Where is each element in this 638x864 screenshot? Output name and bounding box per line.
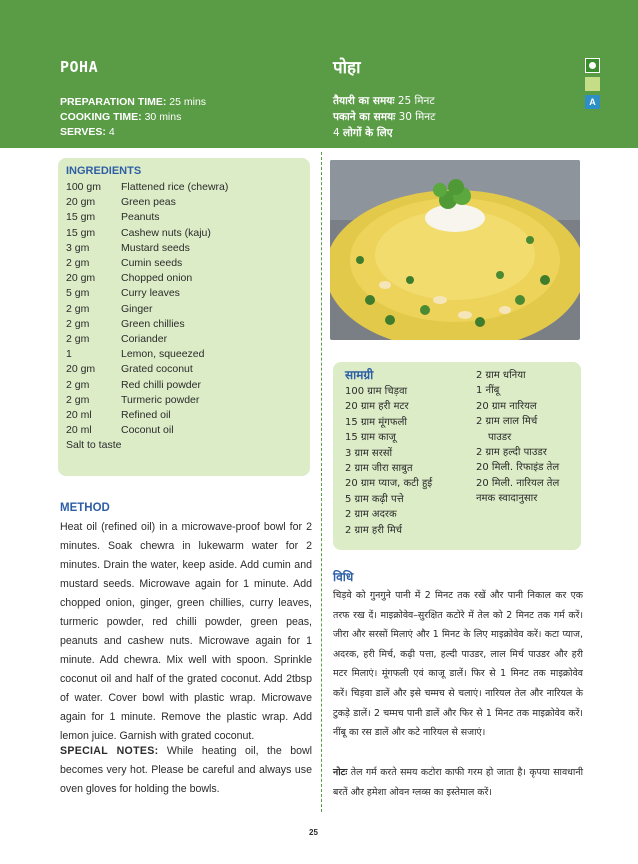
samagri-item: नमक स्वादानुसार [476,493,538,505]
ingredient-row [66,332,306,347]
special-notes-label: SPECIAL NOTES: [60,745,159,757]
samagri-item: 5 ग्राम कढ़ी पत्ते [345,493,404,505]
method-title: METHOD [60,502,110,514]
samagri-column-2 [476,368,559,507]
samagri-item: 2 ग्राम हरी मिर्च [345,524,403,536]
samagri-item: 2 ग्राम धनिया [476,370,526,381]
ingredient-name: Coriander [121,333,168,346]
ingredient-name: Flattened rice (chewra) [121,181,229,193]
samagri-item: 20 ग्राम हरी मटर [345,401,409,413]
category-swatch [585,77,600,91]
ingredient-row [66,286,306,301]
ingredient-row [66,241,306,256]
vidhi-title: विधि [333,570,354,584]
ingredient-row [66,195,306,210]
recipe-meta-en [60,95,206,140]
ingredient-row [66,423,306,438]
ingredient-row [66,393,306,408]
recipe-meta-hi [333,93,435,141]
ingredients-title: INGREDIENTS [66,165,142,177]
prep-time-label-hi: तैयारी का समयः [333,95,395,107]
ingredient-row [66,408,306,423]
ingredient-name: Grated coconut [121,363,193,376]
prep-time-label: PREPARATION TIME: [60,96,167,108]
serves-label: SERVES: [60,126,106,138]
ingredient-qty: 2 gm [66,302,90,315]
ingredient-row [66,378,306,393]
prep-time-value: 25 mins [169,96,207,108]
note-hi [333,763,583,802]
ingredient-qty: 20 gm [66,196,96,209]
samagri-item: 20 ग्राम प्याज, कटी हुई [345,478,433,490]
ingredient-name: Cashew nuts (kaju) [121,226,211,239]
serves-num-hi: 4 [333,127,340,139]
ingredient-qty: 2 gm [66,378,90,391]
samagri-item: 20 मिली. नारियल तेल [476,477,560,489]
samagri-item: 100 ग्राम चिड़वा [345,386,408,397]
ingredient-qty: 20 gm [66,272,96,285]
ingredient-qty: 5 gm [66,287,90,300]
special-notes [60,742,312,799]
ingredient-qty: 3 gm [66,241,90,254]
ingredient-name: Red chilli powder [121,378,201,391]
serves-value: 4 [108,126,115,138]
ingredient-qty: 20 ml [66,409,92,422]
category-badge: A [585,95,600,109]
ingredient-name: Chopped onion [121,272,193,285]
samagri-item: 20 मिली. रिफाइंड तेल [476,462,560,474]
ingredient-qty: 2 gm [66,257,90,270]
ingredient-row [66,362,306,377]
samagri-item: 20 ग्राम नारियल [476,400,537,412]
ingredient-name: Peanuts [121,211,160,224]
ingredient-name: Green peas [121,196,176,209]
ingredient-qty: 20 ml [66,424,92,437]
prep-time-value-hi: 25 मिनट [397,95,435,107]
ingredient-qty: 2 gm [66,393,90,406]
vidhi-text: चिड़वे को गुनगुने पानी में 2 मिनट तक रखें और पानी निकाल कर एक तरफ रख दें। माइक्रोवेव–सुरक्षित कटोरे में तेल को 2 मिनट तक गर्म करें। जीरा और सरसों मिलाएं और 1 मिनट के लिए माइक्रोवेव करें। कटा प्याज, अदरक, हरी मिर्च, कढ़ी पत्ता, हल्दी पाउडर, लाल मिर्च पाउडर और हरी मटर मिलाएं। मूंगफली एवं काजू डालें। फिर से 1 मिनट तक माइक्रोवेव करें। चिड़वा डालें और इसे चम्मच से चलाएं। नारियल तेल और नारियल के टुकड़े डालें। 2 चम्मच पानी डालें और फिर से 1 मिनट तक माइक्रोवेव करें। नींबू का रस डालें और कटे नारियल से सजाएं। [333,590,583,739]
samagri-item: 2 ग्राम अदरक [345,509,397,521]
page-number: 25 [309,828,318,837]
dish-photo [330,160,580,340]
note-hi-label: नोटः [333,767,348,778]
ingredient-name: Refined oil [121,409,171,422]
ingredient-row [66,347,306,362]
ingredient-row [66,256,306,271]
ingredient-qty: 100 gm [66,181,102,193]
ingredients-list [66,180,306,454]
ingredient-row [66,271,306,286]
poha-image [330,160,580,340]
ingredient-name: Curry leaves [121,287,180,300]
ingredient-qty: 2 gm [66,317,90,330]
column-divider [321,152,322,812]
ingredient-name: Mustard seeds [121,241,190,254]
method-text: Heat oil (refined oil) in a microwave-proof bowl for 2 minutes. Soak chewra in lukewarm water for 2 minutes. Drain the water, keep aside. Add cumin and mustard seeds. Microwave again for 1 minute. Add chopped onion, ginger, green chillies, curry leaves, turmeric powder, red chilli powder, green peas, peanuts and cashew nuts. Microwave again for 1 minute. Add chewra. Mix well with spoon. Sprinkle coconut oil and half of the grated coconut. Add 2tbsp of water. Cover bowl with plastic wrap. Microwave again for 1 minute. Remove the plastic wrap. Add lemon juice. Garnish with grated coconut. [60,521,312,742]
samagri-item: 15 ग्राम मूंगफली [345,416,407,428]
ingredient-row [66,210,306,225]
ingredient-name: Turmeric powder [121,393,200,406]
cook-time-value: 30 mins [144,111,182,123]
samagri-column-1 [345,384,432,538]
ingredient-row [66,317,306,332]
special-notes-text: While heating oil, the bowl becomes very hot. Please be careful and always use oven gloves for holding the bowls. [60,745,313,795]
samagri-title: सामग्री [345,368,374,382]
ingredient-row [66,180,306,195]
samagri-item: पाउडर [488,431,512,443]
ingredient-name: Coconut oil [121,424,174,437]
veg-icon [585,58,600,73]
ingredient-row [66,302,306,317]
ingredient-name: Ginger [121,302,153,315]
samagri-item: 2 ग्राम जीरा साबुत [345,463,413,475]
ingredient-name: Cumin seeds [121,257,183,270]
cook-time-value-hi: 30 मिनट [398,111,436,123]
recipe-title-hi: पोहा [333,58,361,78]
ingredient-name: Green chillies [121,317,185,330]
ingredient-qty: 15 gm [66,211,96,224]
ingredient-row [66,226,306,241]
ingredient-qty: 2 gm [66,333,90,346]
cook-time-label: COOKING TIME: [60,111,142,123]
salt-line: Salt to taste [66,439,122,452]
ingredient-name: Lemon, squeezed [121,348,205,361]
note-hi-text: तेल गर्म करते समय कटोरा काफी गरम हो जाता है। कृपया सावधानी बरतें और हमेशा ओवन ग्लव्स का इस्तेमाल करें। [333,767,583,798]
samagri-item: 1 नींबू [476,385,500,397]
samagri-item: 3 ग्राम सरसों [345,447,393,459]
samagri-item: 15 ग्राम काजू [345,432,396,444]
ingredient-qty: 15 gm [66,226,96,239]
ingredient-qty: 20 gm [66,363,96,376]
diet-badges [585,58,600,110]
cook-time-label-hi: पकाने का समयः [333,111,396,123]
samagri-item: 2 ग्राम हल्दी पाउडर [476,447,547,459]
serves-text-hi: लोगों के लिए [343,127,393,139]
ingredient-qty: 1 [66,348,72,361]
samagri-item: 2 ग्राम लाल मिर्च [476,416,538,428]
recipe-title-en: POHA [60,58,99,76]
